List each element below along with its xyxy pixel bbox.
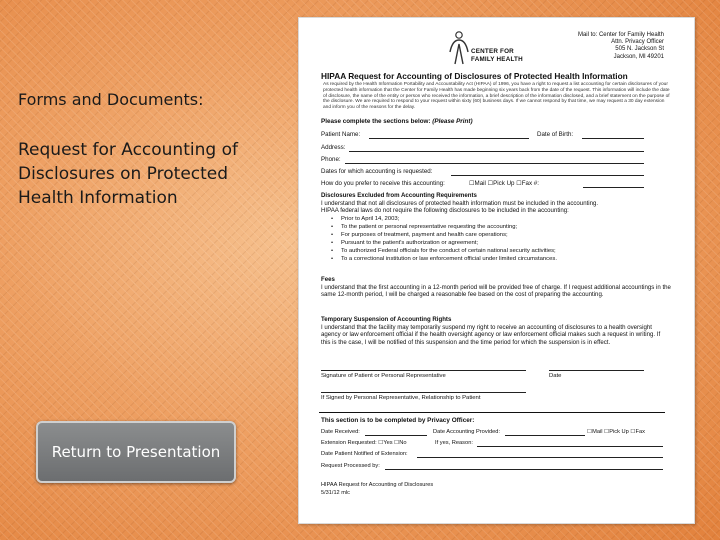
dob-label: Date of Birth: (537, 131, 574, 138)
suspension-section (321, 316, 671, 346)
logo-text: CENTER FOR FAMILY HEALTH (471, 48, 523, 63)
dob-field[interactable] (582, 138, 644, 139)
fax-number-field[interactable] (583, 187, 644, 188)
list-item: • For purposes of treatment, payment and health care operations; (331, 232, 671, 240)
complete-label: Please complete the sections below: (321, 118, 431, 125)
document-footer: HIPAA Request for Accounting of Disclosures 5/31/12 mlc (321, 482, 434, 496)
exclusions-list (331, 216, 671, 263)
address-field[interactable] (349, 151, 644, 152)
processed-by-label: Request Processed by: (321, 463, 380, 469)
fees-section (321, 276, 671, 299)
relationship-label: If Signed by Personal Representative, Relationship to Patient (321, 395, 481, 401)
complete-instructions (321, 118, 473, 125)
document-title: HIPAA Request for Accounting of Disclosures of Protected Health Information (321, 71, 628, 81)
date-provided-label: Date Accounting Provided: (433, 429, 501, 435)
patient-name-field[interactable] (369, 138, 529, 139)
processed-by-field[interactable] (385, 469, 663, 470)
suspension-heading: Temporary Suspension of Accounting Rights (321, 316, 452, 323)
signature-date-field[interactable] (549, 370, 644, 371)
phone-label: Phone: (321, 156, 341, 163)
receive-options[interactable]: ☐Mail ☐Pick Up ☐Fax #: (469, 180, 539, 187)
list-item: • Pursuant to the patient's authorization or agreement; (331, 240, 671, 248)
date-provided-field[interactable] (505, 435, 585, 436)
fees-heading: Fees (321, 276, 335, 283)
excluded-line-2: HIPAA federal laws do not require the following disclosures to be included in the accounting: (321, 207, 569, 215)
signature-date-label: Date (549, 373, 562, 379)
receive-label: How do you prefer to receive this accounting: (321, 180, 445, 187)
list-item: • To the patient or personal representative requesting the accounting; (331, 224, 671, 232)
signature-field[interactable] (321, 370, 526, 371)
family-logo-icon (447, 30, 471, 66)
excluded-line-1: I understand that not all disclosures of protected health information must be included in the accounting. (321, 199, 599, 207)
dates-field[interactable] (451, 175, 644, 176)
excluded-section (321, 192, 671, 215)
signature-label: Signature of Patient or Personal Representative (321, 373, 446, 379)
slide-subtitle: Request for Accounting of Disclosures on Protected Health Information (18, 140, 238, 208)
list-item: • To a correctional institution or law enforcement official under limited circumstances. (331, 256, 671, 264)
excluded-heading: Disclosures Excluded from Accounting Requirements (321, 192, 477, 199)
provided-options[interactable]: ☐Mail ☐Pick Up ☐Fax (587, 429, 645, 435)
address-label: Address: (321, 144, 346, 151)
patient-name-label: Patient Name: (321, 131, 361, 138)
fees-text: I understand that the first accounting in a 12-month period will be provided free of charge. If I request additional accountings in the same 12-month period, I will be charged a reasonable fee based on the cost of preparing the accounting. (321, 283, 671, 299)
relationship-field[interactable] (321, 392, 526, 393)
extension-requested[interactable]: Extension Requested: ☐Yes ☐No (321, 440, 407, 446)
if-yes-reason-label: If yes, Reason: (435, 440, 473, 446)
mail-to-address: Mail to: Center for Family Health Attn. Privacy Officer 505 N. Jackson St Jackson, MI 49201 (577, 32, 664, 60)
date-received-label: Date Received: (321, 429, 360, 435)
return-to-presentation-button[interactable]: Return to Presentation (36, 421, 236, 483)
suspension-text: I understand that the facility may temporarily suspend my right to receive an accounting of disclosures to a health oversight agency or law enforcement official if the health oversight agency or law enforcement official makes such a request in writing. If this is the case, I will be notified of this suspension and the time period for which the suspension is in effect. (321, 323, 661, 346)
intro-paragraph: As required by the Health Information Portability and Accountability Act (HIPAA) of 1996, you have a right to request a list accounting for certain disclosures of your protected health information that the Center for Family Health has made beginning six years back from the date of the request. This information will include the date of disclosure, the name of the entity or person who received the information, a brief description of the information disclosed, and a brief statement on the purpose of the disclosure. We are required to respond to your request within sixty (60) business days. If we cannot respond by that time, we may request a 30 day extension and inform you of the reasons for the delay. (323, 82, 670, 111)
complete-note: (Please Print) (432, 118, 473, 125)
reason-field[interactable] (477, 446, 663, 447)
privacy-officer-heading: This section is to be completed by Privacy Officer: (321, 417, 475, 424)
form-document (298, 17, 695, 524)
date-received-field[interactable] (365, 435, 427, 436)
slide-title: Forms and Documents: (18, 90, 204, 109)
list-item: • Prior to April 14, 2003; (331, 216, 671, 224)
date-notified-label: Date Patient Notified of Extension: (321, 451, 408, 457)
dates-label: Dates for which accounting is requested: (321, 168, 433, 175)
phone-field[interactable] (345, 163, 644, 164)
divider (319, 412, 665, 413)
date-notified-field[interactable] (417, 457, 663, 458)
list-item: • To authorized Federal officials for the conduct of certain national security activities; (331, 248, 671, 256)
